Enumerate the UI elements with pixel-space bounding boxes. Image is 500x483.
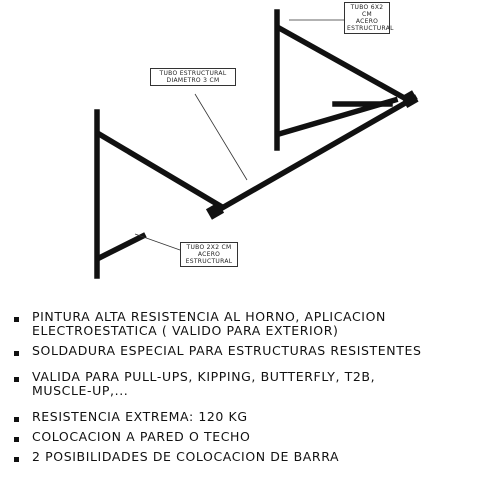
front-lower-brace: [99, 236, 143, 258]
feature-item: [14, 370, 500, 398]
front-top-brace: [99, 134, 222, 207]
bullet-icon: [14, 437, 19, 442]
feature-text: 2 POSIBILIDADES DE COLOCACION DE BARRA: [32, 449, 340, 464]
feature-item: [14, 344, 500, 358]
callout-structural-tube: [150, 68, 236, 86]
feature-item: [14, 430, 500, 444]
bullet-icon: [14, 377, 19, 382]
callout-line: DIAMETRO 3 CM: [166, 77, 220, 84]
bullet-icon: [14, 457, 19, 462]
feature-text: ELECTROESTATICA ( VALIDO PARA EXTERIOR): [32, 323, 339, 338]
rear-top-brace: [279, 28, 408, 100]
leader-middle: [195, 94, 247, 180]
callout-line: ESTRUCTURAL: [347, 25, 394, 32]
bullet-icon: [14, 351, 19, 356]
callout-line: ACERO: [355, 18, 379, 25]
feature-text: PINTURA ALTA RESISTENCIA AL HORNO, APLICACION: [32, 309, 386, 324]
feature-text: COLOCACION A PARED O TECHO: [32, 429, 251, 444]
pullup-bar-frame: [97, 12, 414, 276]
feature-text: RESISTENCIA EXTREMA: 120 KG: [32, 409, 248, 424]
feature-item: [14, 450, 500, 464]
callout-leaders: [135, 20, 348, 250]
bullet-icon: [14, 417, 19, 422]
feature-text: VALIDA PARA PULL-UPS, KIPPING, BUTTERFLY, T2B,: [32, 369, 376, 384]
leader-bottom: [135, 234, 180, 250]
feature-text: SOLDADURA ESPECIAL PARA ESTRUCTURAS RESISTENTES: [32, 343, 422, 358]
main-pullup-bar: [215, 98, 414, 212]
callout-line: TUBO 6X2 CM: [350, 4, 384, 18]
callout-line: TUBO 2X2 CM: [186, 244, 232, 251]
feature-text: MUSCLE-UP,...: [32, 383, 129, 398]
bullet-icon: [14, 317, 19, 322]
callout-tube-2x2: [180, 242, 238, 267]
feature-list: [14, 310, 500, 464]
callout-line: TUBO ESTRUCTURAL: [159, 70, 227, 77]
feature-item: [14, 310, 500, 338]
callout-line: ESTRUCTURAL: [185, 258, 233, 265]
callout-line: ACERO: [197, 251, 221, 258]
feature-item: [14, 410, 500, 424]
callout-tube-6x2: [344, 2, 394, 34]
